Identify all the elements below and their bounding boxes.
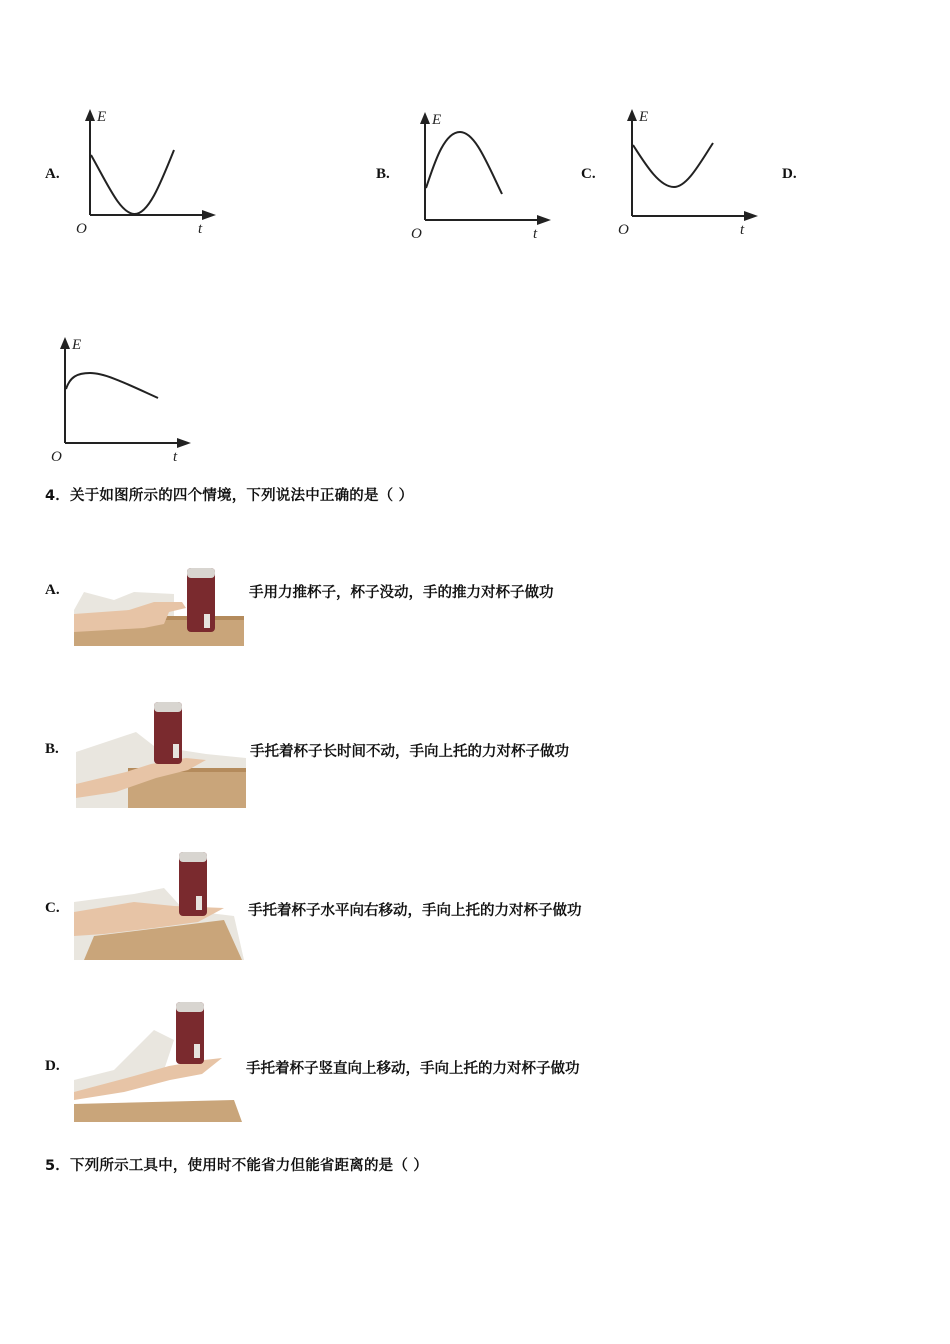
q4-option-b-photo [76,692,246,808]
graph-a-x-label: t [198,221,203,237]
graph-b-x-label: t [533,226,538,242]
graph-a [70,105,220,244]
graph-c-y-label: E [639,109,649,125]
q4-option-a-letter: A. [45,582,60,598]
q4-option-d-letter: D. [45,1058,60,1074]
question-5-stem: 5．下列所示工具中，使用时不能省力但能省距离的是（ ） [45,1158,429,1174]
q4-option-c-photo [74,850,244,960]
q4-option-b-letter: B. [45,741,59,757]
graph-c [612,105,762,244]
graph-a-y-label: E [97,109,107,125]
graph-c-origin: O [618,222,629,238]
graph-d-origin: O [51,449,62,465]
q4-option-a-photo [74,562,244,646]
q4-option-a-text: 手用力推杯子，杯子没动，手的推力对杯子做功 [249,585,554,601]
option-c-letter: C. [581,166,596,182]
graph-b [405,108,555,247]
option-d-letter: D. [782,166,797,182]
graph-c-svg [612,105,762,240]
option-a-letter: A. [45,166,60,182]
graph-a-origin: O [76,221,87,237]
graph-a-svg [70,105,220,240]
q4-option-d-photo [74,1000,244,1122]
graph-d [45,333,195,472]
q4-option-c-text: 手托着杯子水平向右移动，手向上托的力对杯子做功 [248,903,582,919]
graph-b-origin: O [411,226,422,242]
graph-b-svg [405,108,555,243]
graph-d-svg [45,333,195,468]
q4-option-b-text: 手托着杯子长时间不动，手向上托的力对杯子做功 [250,744,569,760]
graph-d-y-label: E [72,337,82,353]
graph-c-x-label: t [740,222,745,238]
graph-d-x-label: t [173,449,178,465]
option-b-letter: B. [376,166,390,182]
question-4-stem: 4．关于如图所示的四个情境，下列说法中正确的是（ ） [45,488,414,504]
q4-option-c-letter: C. [45,900,60,916]
graph-b-y-label: E [432,112,442,128]
q4-option-d-text: 手托着杯子竖直向上移动，手向上托的力对杯子做功 [246,1061,580,1077]
